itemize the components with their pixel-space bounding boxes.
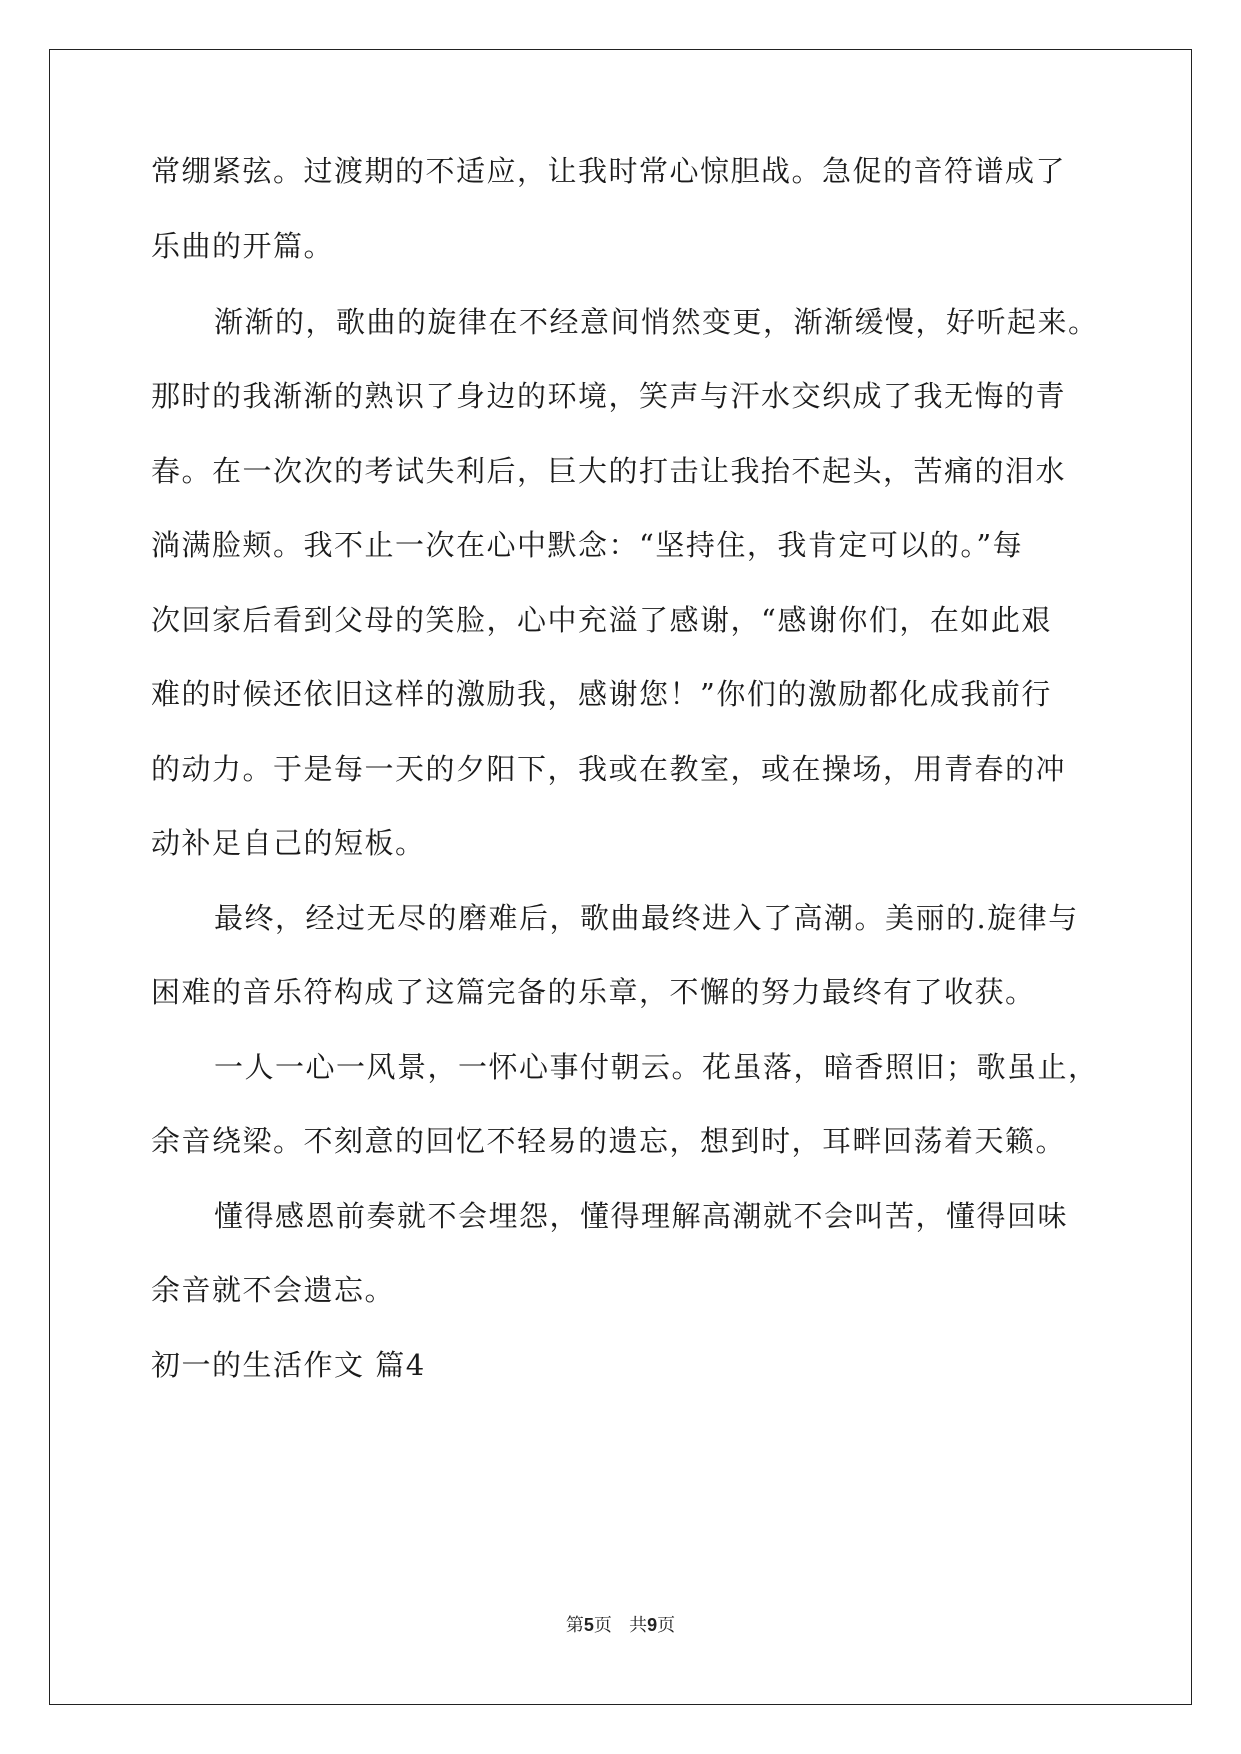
text-line: 淌满脸颊。我不止一次在心中默念：“坚持住，我肯定可以的。”每 xyxy=(151,528,1024,562)
page-footer xyxy=(0,1611,1241,1637)
text-line: 春。在一次次的考试失利后，巨大的打击让我抬不起头，苦痛的泪水 xyxy=(151,454,1067,488)
text-line: 困难的音乐符构成了这篇完备的乐章，不懈的努力最终有了收获。 xyxy=(151,975,1036,1009)
text-line: 余音就不会遗忘。 xyxy=(151,1273,396,1307)
text-line: 余音绕梁。不刻意的回忆不轻易的遗忘，想到时，耳畔回荡着天籁。 xyxy=(151,1124,1067,1158)
section-heading: 初一的生活作文 篇4 xyxy=(151,1348,426,1382)
footer-page-suffix: 页 xyxy=(593,1615,612,1636)
text-line: 那时的我渐渐的熟识了身边的环境，笑声与汗水交织成了我无悔的青 xyxy=(151,379,1067,413)
page-border xyxy=(49,49,1192,1705)
paragraph-start-line: 懂得感恩前奏就不会埋怨，懂得理解高潮就不会叫苦，懂得回味 xyxy=(214,1199,1069,1233)
text-line: 动补足自己的短板。 xyxy=(151,826,426,860)
current-page-number: 5 xyxy=(583,1615,594,1635)
total-page-count: 9 xyxy=(647,1615,658,1635)
text-line: 的动力。于是每一天的夕阳下，我或在教室，或在操场，用青春的冲 xyxy=(151,752,1067,786)
paragraph-start-line: 最终，经过无尽的磨难后，歌曲最终进入了高潮。美丽的.旋律与 xyxy=(214,901,1079,935)
footer-total-suffix: 页 xyxy=(657,1615,676,1636)
text-line: 次回家后看到父母的笑脸，心中充溢了感谢，“感谢你们，在如此艰 xyxy=(151,603,1052,637)
text-line: 难的时候还依旧这样的激励我，感谢您！”你们的激励都化成我前行 xyxy=(151,677,1052,711)
footer-total-prefix: 共 xyxy=(629,1615,648,1636)
text-line: 常绷紧弦。过渡期的不适应，让我时常心惊胆战。急促的音符谱成了 xyxy=(151,154,1067,188)
paragraph-start-line: 渐渐的，歌曲的旋律在不经意间悄然变更，渐渐缓慢，好听起来。 xyxy=(214,305,1099,339)
text-line: 乐曲的开篇。 xyxy=(151,229,335,263)
paragraph-start-line: 一人一心一风景，一怀心事付朝云。花虽落，暗香照旧；歌虽止， xyxy=(214,1050,1099,1084)
footer-prefix: 第 xyxy=(565,1615,584,1636)
